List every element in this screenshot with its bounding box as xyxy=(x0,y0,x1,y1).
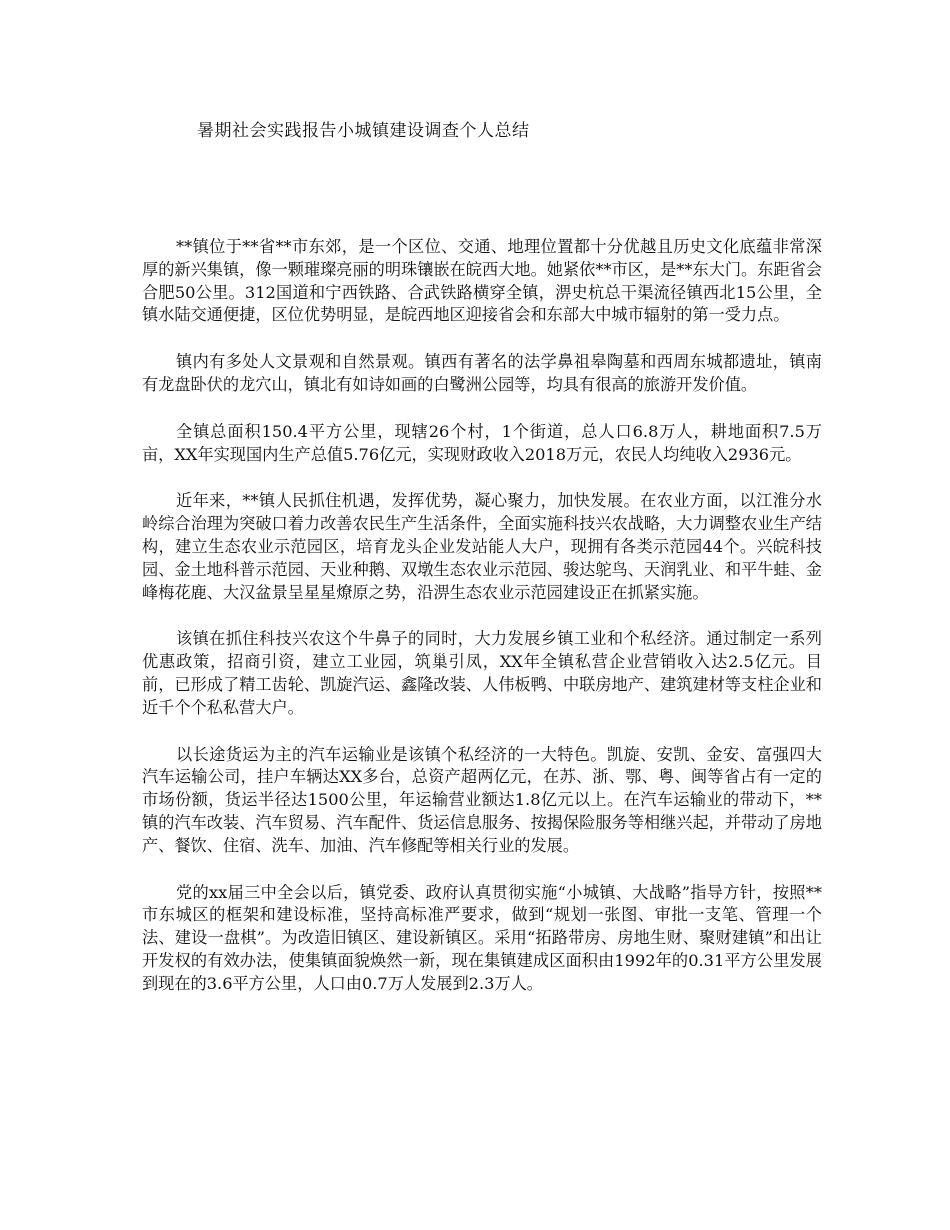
paragraph-scenery: 镇内有多处人文景观和自然景观。镇西有著名的法学鼻祖皋陶墓和西周东城都遗址，镇南有龙盘卧伏的龙穴山，镇北有如诗如画的白鹭洲公园等，均具有很高的旅游开发价值。 xyxy=(142,352,822,394)
paragraph-agriculture: 近年来，**镇人民抓住机遇，发挥优势，凝心聚力，加快发展。在农业方面，以江淮分水岭综合治理为突破口着力改善农民生产生活条件，全面实施科技兴农战略，大力调整农业生产结构，建立生态农业示范园区，培育龙头企业发站能人大户，现拥有各类示范园44个。兴皖科技园、金土地科普示范园、天业种鹅、双墩生态农业示范园、骏达鸵鸟、天润乳业、和平牛蛙、金峰梅花鹿、大汉盆景呈星星燎原之势，沿淠生态农业示范园建设正在抓紧实施。 xyxy=(142,491,822,602)
paragraph-statistics: 全镇总面积150.4平方公里，现辖26个村，1个街道，总人口6.8万人，耕地面积7.5万亩，XX年实现国内生产总值5.76亿元，实现财政收入2018万元，农民人均纯收入2936元。 xyxy=(142,421,822,464)
document-body xyxy=(142,236,822,1020)
paragraph-urban-construction: 党的xx届三中全会以后，镇党委、政府认真贯彻实施“小城镇、大战略”指导方针，按照**市东城区的框架和建设标准，坚持高标准严要求，做到“规划一张图、审批一支笔、管理一个法、建设一盘棋”。为改造旧镇区、建设新镇区。采用“拓路带房、房地生财、聚财建镇”和出让开发权的有效办法，使集镇面貌焕然一新，现在集镇建成区面积由1992年的0.31平方公里发展到现在的3.6平方公里，人口由0.7万人发展到2.3万人。 xyxy=(142,882,822,993)
paragraph-transport: 以长途货运为主的汽车运输业是该镇个私经济的一大特色。凯旋、安凯、金安、富强四大汽车运输公司，挂户车辆达XX多台，总资产超两亿元，在苏、浙、鄂、粤、闽等省占有一定的市场份额，货运半径达1500公里，年运输营业额达1.8亿元以上。在汽车运输业的带动下，**镇的汽车改装、汽车贸易、汽车配件、货运信息服务、按揭保险服务等相继兴起，并带动了房地产、餐饮、住宿、洗车、加油、汽车修配等相关行业的发展。 xyxy=(142,744,822,855)
paragraph-location: **镇位于**省**市东郊，是一个区位、交通、地理位置都十分优越且历史文化底蕴非常深厚的新兴集镇，像一颗璀璨亮丽的明珠镶嵌在皖西大地。她紧依**市区，是**东大门。东距省会合肥50公里。312国道和宁西铁路、合武铁路横穿全镇，淠史杭总干渠流径镇西北15公里，全镇水陆交通便捷，区位优势明显，是皖西地区迎接省会和东部大中城市辐射的第一受力点。 xyxy=(142,237,822,325)
paragraph-industry: 该镇在抓住科技兴农这个牛鼻子的同时，大力发展乡镇工业和个私经济。通过制定一系列优惠政策，招商引资，建立工业园，筑巢引凤，XX年全镇私营企业营销收入达2.5亿元。目前，已形成了精工齿轮、凯旋汽运、鑫隆改装、人伟板鸭、中联房地产、建筑建材等支柱企业和近千个个私私营大户。 xyxy=(142,629,822,717)
document-title: 暑期社会实践报告小城镇建设调查个人总结 xyxy=(197,121,530,141)
